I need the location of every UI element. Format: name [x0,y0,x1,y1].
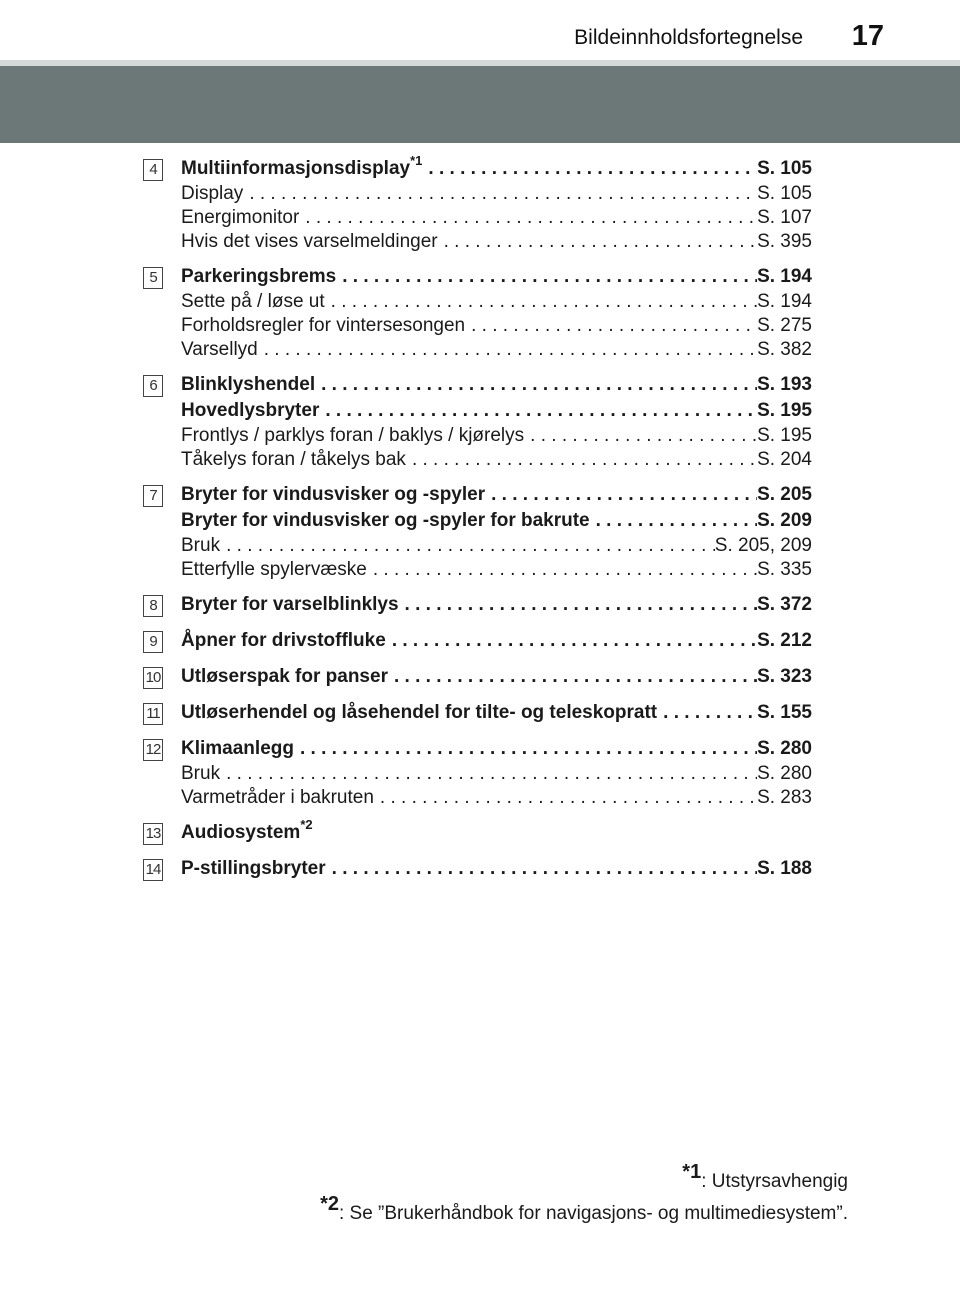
toc-subentry[interactable] [181,182,812,206]
entry-label: P-stillingsbryter [181,858,326,879]
section-number-badge: 13 [143,823,163,845]
toc-entry[interactable] [181,398,812,424]
toc-entry[interactable] [181,508,812,534]
toc-subentry[interactable] [181,448,812,472]
section-number-badge: 11 [143,703,163,725]
section-number-badge: 4 [143,159,163,181]
dot-leader [258,338,757,362]
entry-page-ref: S. 372 [757,594,812,615]
entry-label: Varsellyd [181,339,258,360]
entry-page-ref: S. 204 [757,449,812,470]
footnote-mark: *1 [682,1160,702,1183]
section-number-badge: 14 [143,859,163,881]
entry-label: Display [181,183,244,204]
entry-label: Forholdsregler for vintersesongen [181,315,466,336]
toc-entry[interactable] [181,372,812,398]
entry-page-ref: S. 382 [757,339,812,360]
entry-label: Bryter for varselblinklys [181,594,399,615]
entry-page-ref: S. 188 [757,858,812,879]
section-number-badge: 12 [143,739,163,761]
dot-leader [336,264,757,290]
toc-section [143,156,812,254]
entry-label: Etterfylle spylervæske [181,559,367,580]
entry-page-ref: S. 107 [757,207,812,228]
entry-label: Sette på / løse ut [181,291,325,312]
entry-label: Parkeringsbrems [181,266,337,287]
entry-page-ref: S. 209 [757,510,812,531]
dot-leader [438,230,757,254]
entry-label: Bryter for vindusvisker og -spyler [181,484,486,505]
toc-section [143,856,812,882]
dot-leader [422,156,757,182]
toc-entry[interactable] [181,264,812,290]
entry-page-ref: S. 195 [757,400,812,421]
entry-page-ref: S. 105 [757,158,812,179]
toc-subentry[interactable] [181,786,812,810]
dot-leader [524,424,757,448]
entry-label: Multiinformasjonsdisplay$^{*1}$ [181,156,422,182]
dot-leader [299,206,757,230]
dot-leader [657,700,757,726]
entry-label: Utløserhendel og låsehendel for tilte- og teleskopratt [181,702,658,723]
dot-leader [399,592,758,618]
entry-label: Bruk [181,763,221,784]
toc-section [143,664,812,690]
entry-label: Varmetråder i bakruten [181,787,374,808]
dot-leader [386,628,757,654]
section-number-badge: 7 [143,485,163,507]
toc-section [143,372,812,472]
footnote-marker: *2 [300,820,313,832]
toc-subentry[interactable] [181,534,812,558]
page-number: 17 [851,20,884,52]
toc-subentry[interactable] [181,762,812,786]
toc-section [143,628,812,654]
toc-subentry[interactable] [181,338,812,362]
toc-subentry[interactable] [181,206,812,230]
entry-page-ref: S. 323 [757,666,812,687]
toc-entry[interactable] [181,628,812,654]
entry-page-ref: S. 195 [757,425,812,446]
page-header [0,0,960,60]
toc-section [143,820,812,846]
dot-leader [315,372,757,398]
footnote [320,1192,848,1226]
table-of-contents [143,156,812,892]
toc-entry[interactable] [181,856,812,882]
entry-label: Energimonitor [181,207,300,228]
entry-label: Frontlys / parklys foran / baklys / kjørelys [181,425,525,446]
dot-leader [367,558,757,582]
entry-page-ref: S. 275 [757,315,812,336]
toc-entry[interactable] [181,700,812,726]
toc-section [143,700,812,726]
entry-page-ref: S. 280 [757,738,812,759]
dot-leader [374,786,757,810]
entry-page-ref: S. 205, 209 [714,535,812,556]
toc-entry[interactable] [181,820,812,846]
dot-leader [319,398,757,424]
toc-entry[interactable] [181,482,812,508]
toc-subentry[interactable] [181,558,812,582]
entry-label: Klimaanlegg [181,738,294,759]
entry-label: Åpner for drivstoffluke [181,630,386,651]
dot-leader [406,448,757,472]
entry-label: Hvis det vises varselmeldinger [181,231,438,252]
entry-page-ref: S. 194 [757,266,812,287]
entry-page-ref: S. 212 [757,630,812,651]
entry-page-ref: S. 283 [757,787,812,808]
toc-entry[interactable] [181,664,812,690]
entry-label: Bruk [181,535,221,556]
section-number-badge: 6 [143,375,163,397]
toc-section [143,482,812,582]
dot-leader [220,762,757,786]
dot-leader [220,534,715,558]
dot-leader [465,314,757,338]
dot-leader [590,508,757,534]
dot-leader [485,482,757,508]
header-title: Bildeinnholdsfortegnelse [574,26,803,49]
footnote-marker: *1 [410,156,423,168]
footnotes [320,1160,848,1234]
toc-section [143,592,812,618]
toc-entry[interactable] [181,736,812,762]
dot-leader [243,182,757,206]
entry-label: Hovedlysbryter [181,400,320,421]
illustration-banner [0,66,960,143]
footnote-text: : Se ”Brukerhåndbok for navigasjons- og multimediesystem”. [338,1203,848,1224]
section-number-badge: 5 [143,267,163,289]
dot-leader [325,290,757,314]
entry-label: Bryter for vindusvisker og -spyler for bakrute [181,510,590,531]
entry-page-ref: S. 193 [757,374,812,395]
dot-leader [326,856,757,882]
entry-page-ref: S. 205 [757,484,812,505]
toc-section [143,264,812,362]
toc-subentry[interactable] [181,290,812,314]
entry-page-ref: S. 395 [757,231,812,252]
entry-page-ref: S. 105 [757,183,812,204]
entry-page-ref: S. 194 [757,291,812,312]
toc-subentry[interactable] [181,424,812,448]
dot-leader [388,664,757,690]
section-number-badge: 9 [143,631,163,653]
entry-label: Audiosystem$^{*2}$ [181,820,313,846]
section-number-badge: 10 [143,667,163,689]
toc-subentry[interactable] [181,230,812,254]
entry-page-ref: S. 280 [757,763,812,784]
entry-page-ref: S. 335 [757,559,812,580]
section-number-badge: 8 [143,595,163,617]
toc-section [143,736,812,810]
entry-label: Tåkelys foran / tåkelys bak [181,449,406,470]
footnote-text: : Utstyrsavhengig [701,1171,848,1192]
footnote-mark: *2 [320,1192,339,1215]
entry-page-ref: S. 155 [757,702,812,723]
dot-leader [294,736,757,762]
footnote [320,1160,848,1194]
toc-subentry[interactable] [181,314,812,338]
toc-entry[interactable] [181,592,812,618]
toc-entry[interactable] [181,156,812,182]
entry-label: Blinklyshendel [181,374,316,395]
entry-label: Utløserspak for panser [181,666,388,687]
